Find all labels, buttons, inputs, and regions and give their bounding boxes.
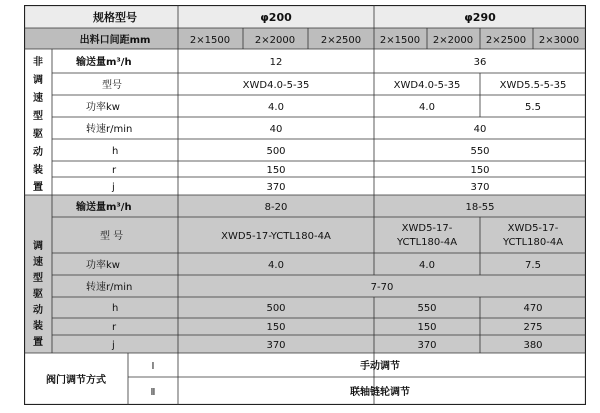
section-a-side-label	[33, 55, 43, 193]
b-h-label: h	[112, 303, 119, 314]
valve-opt2-num: Ⅱ	[150, 387, 156, 398]
b-speed-label: 转速r/min	[86, 282, 133, 293]
model-290-heading: φ290	[464, 11, 496, 24]
b-r-290b: 275	[523, 322, 543, 333]
outlet-290-2: 2×2000	[432, 35, 474, 46]
valve-label: 阀门调节方式	[46, 375, 106, 386]
outlet-200-1: 2×1500	[189, 35, 231, 46]
a-r-290: 150	[470, 165, 490, 176]
a-power-290b: 5.5	[525, 102, 541, 113]
a-h-label: h	[112, 146, 119, 157]
b-capacity-200: 8-20	[264, 202, 288, 213]
section-b-char-2: 速	[33, 257, 43, 268]
a-power-label: 功率kw	[86, 102, 120, 113]
section-a-char-4: 型	[33, 111, 43, 122]
a-type-200: XWD4.0-5-35	[242, 80, 310, 91]
b-power-200: 4.0	[268, 260, 284, 271]
a-h-290: 550	[470, 146, 490, 157]
a-r-label: r	[112, 165, 117, 176]
b-power-label: 功率kw	[86, 260, 120, 271]
a-j-label: j	[112, 182, 115, 193]
section-a-char-8: 置	[33, 182, 43, 193]
section-b-char-4: 驱	[33, 289, 43, 300]
b-type-290b-line1: XWD5-17-	[507, 223, 559, 234]
section-a-char-2: 调	[33, 75, 43, 86]
outlet-290-1: 2×1500	[379, 35, 421, 46]
b-r-label: r	[112, 322, 117, 333]
b-h-290a: 550	[417, 303, 437, 314]
section-b-char-5: 动	[33, 305, 43, 316]
section-b-bg	[24, 195, 586, 353]
b-type-200: XWD5-17-YCTL180-4A	[221, 231, 331, 242]
b-type-290a-line2: YCTL180-4A	[396, 237, 458, 248]
b-r-290a: 150	[417, 322, 437, 333]
spec-label: 规格型号	[93, 11, 137, 24]
a-capacity-290: 36	[473, 57, 487, 68]
b-capacity-label: 输送量m³/h	[76, 202, 132, 213]
b-speed-all: 7-70	[370, 282, 394, 293]
section-b-char-6: 装	[33, 321, 43, 332]
b-j-290b: 380	[523, 340, 543, 351]
section-a-char-6: 动	[33, 147, 43, 158]
b-j-label: j	[112, 340, 115, 351]
section-a-char-7: 装	[33, 165, 43, 176]
outlet-200-2: 2×2000	[254, 35, 296, 46]
outlet-290-3: 2×2500	[485, 35, 527, 46]
model-200-heading: φ200	[260, 11, 292, 24]
a-j-290: 370	[470, 182, 490, 193]
valve-opt2-text: 联轴链轮调节	[350, 387, 410, 398]
section-b-char-7: 置	[33, 337, 43, 348]
a-capacity-200: 12	[269, 57, 283, 68]
a-j-200: 370	[266, 182, 286, 193]
outlet-200-3: 2×2500	[320, 35, 362, 46]
a-power-200: 4.0	[268, 102, 284, 113]
section-b-char-3: 型	[33, 273, 43, 284]
outlet-label: 出料口间距mm	[79, 35, 151, 46]
outlet-290-4: 2×3000	[538, 35, 580, 46]
b-type-290b-line2: YCTL180-4A	[502, 237, 564, 248]
b-power-290b: 7.5	[525, 260, 541, 271]
spec-table-grid	[24, 5, 586, 405]
a-capacity-label: 输送量m³/h	[76, 57, 132, 68]
a-speed-290: 40	[473, 124, 487, 135]
b-j-290a: 370	[417, 340, 437, 351]
b-h-290b: 470	[523, 303, 543, 314]
b-j-200: 370	[266, 340, 286, 351]
section-b-char-1: 调	[33, 241, 43, 252]
spec-table	[24, 5, 586, 405]
a-speed-label: 转速r/min	[86, 124, 133, 135]
section-a-char-1: 非	[33, 57, 43, 68]
b-r-200: 150	[266, 322, 286, 333]
a-speed-200: 40	[269, 124, 283, 135]
b-type-290a-line1: XWD5-17-	[401, 223, 453, 234]
b-h-200: 500	[266, 303, 286, 314]
section-a-char-5: 驱	[33, 129, 43, 140]
valve-opt1-text: 手动调节	[360, 361, 400, 372]
b-power-290a: 4.0	[419, 260, 435, 271]
section-a-char-3: 速	[33, 93, 43, 104]
a-power-290a: 4.0	[419, 102, 435, 113]
b-capacity-290: 18-55	[465, 202, 495, 213]
a-r-200: 150	[266, 165, 286, 176]
a-type-290b: XWD5.5-5-35	[499, 80, 567, 91]
b-type-label: 型 号	[100, 231, 124, 242]
a-type-label: 型号	[102, 80, 122, 91]
a-type-290a: XWD4.0-5-35	[393, 80, 461, 91]
a-h-200: 500	[266, 146, 286, 157]
valve-opt1-num: Ⅰ	[151, 361, 155, 372]
